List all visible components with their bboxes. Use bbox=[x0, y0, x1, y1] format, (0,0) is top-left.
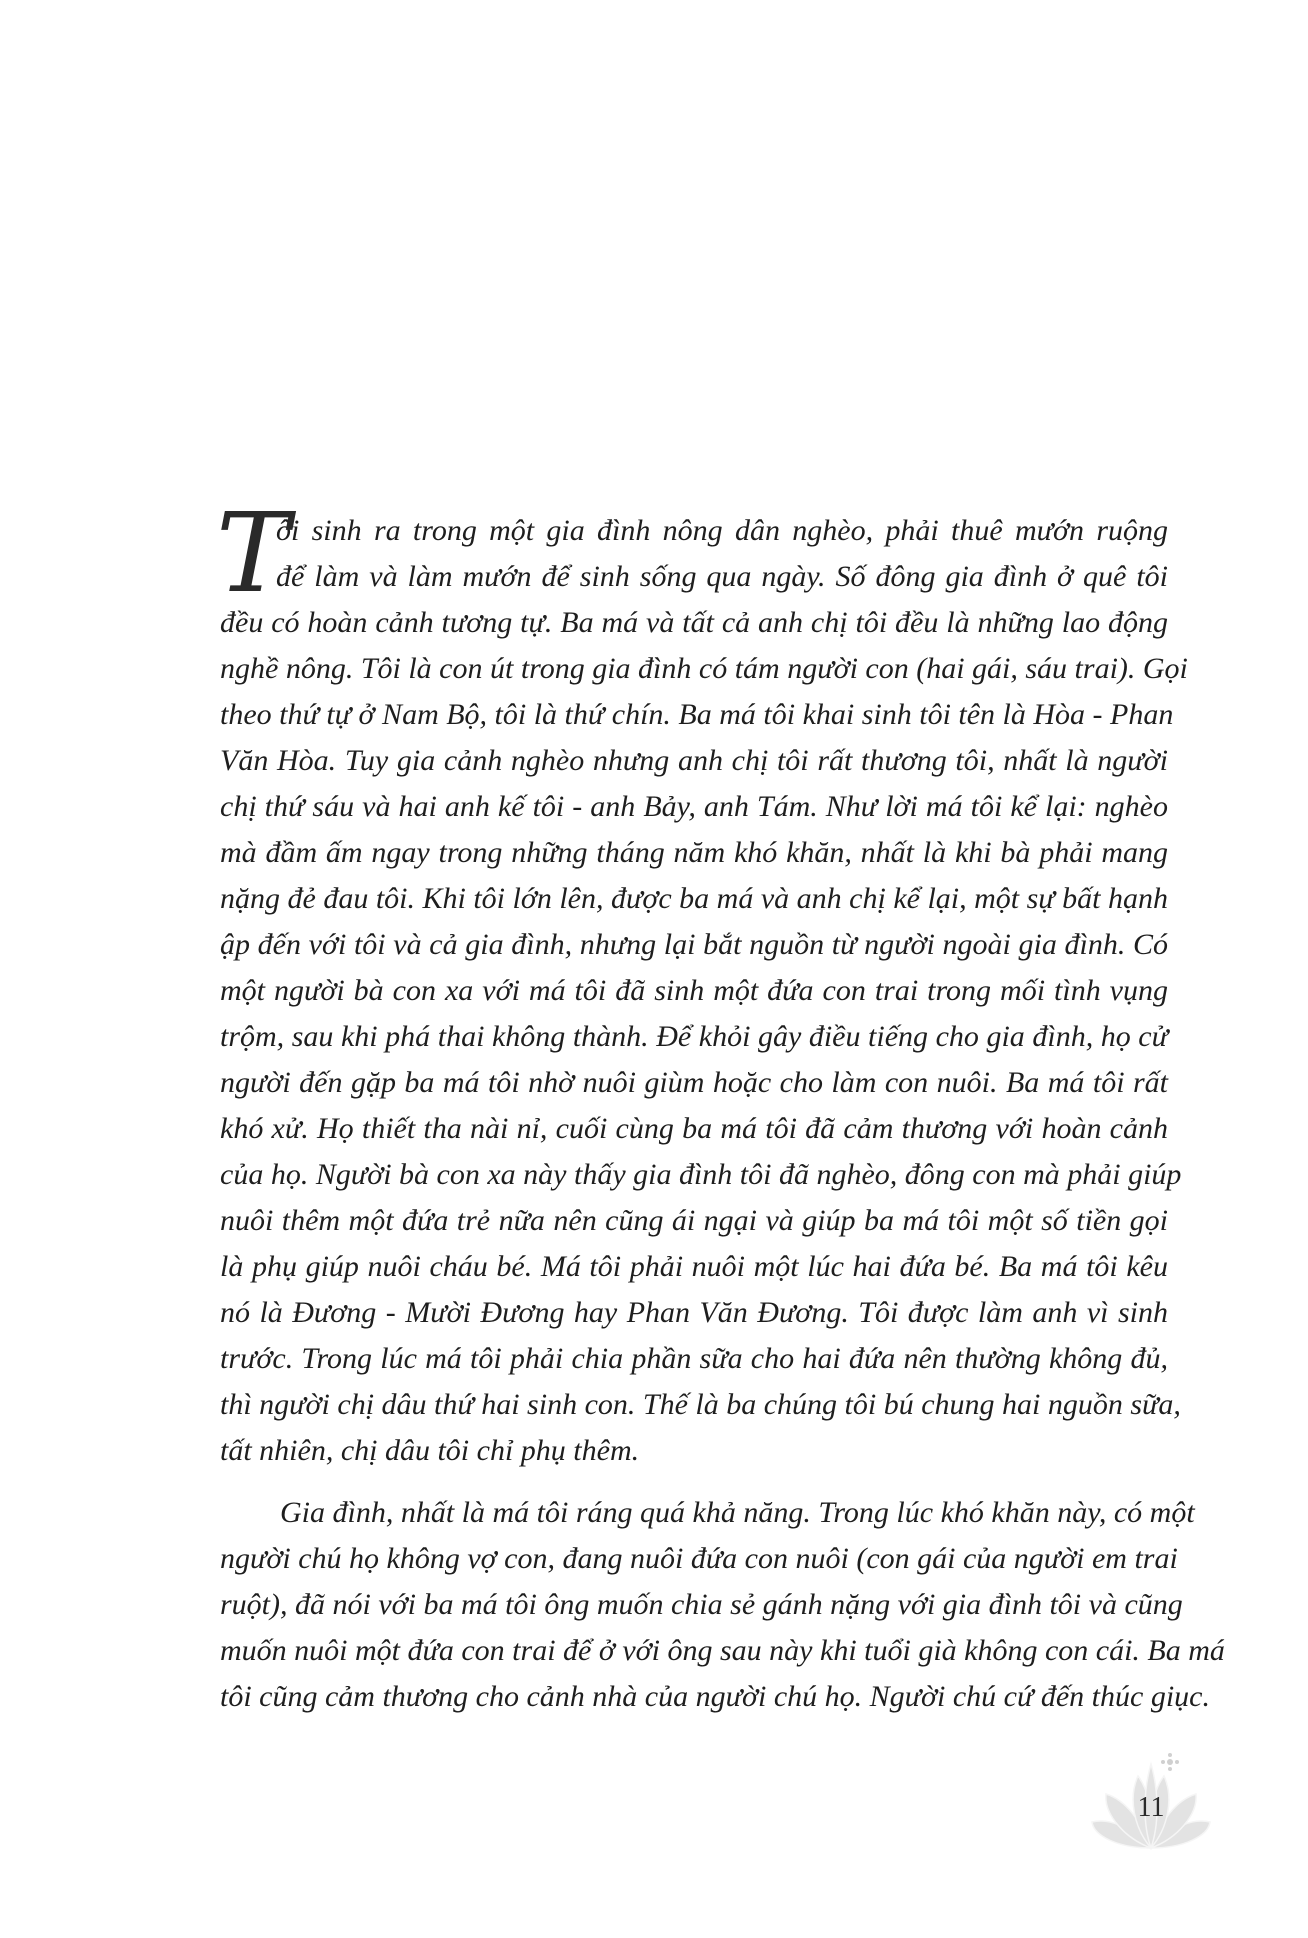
text-line: mà đầm ấm ngay trong những tháng năm khó khăn, nhất là khi bà phải mang bbox=[220, 836, 1168, 869]
paragraph-1 bbox=[220, 508, 1188, 1474]
body-text bbox=[216, 489, 1225, 1720]
text-line: khó xử. Họ thiết tha nài nỉ, cuối cùng ba má tôi đã cảm thương với hoàn cảnh bbox=[220, 1112, 1168, 1145]
text-line: đều có hoàn cảnh tương tự. Ba má và tất cả anh chị tôi đều là những lao động bbox=[220, 606, 1168, 639]
page-number: 11 bbox=[1137, 1792, 1165, 1823]
text-line: chị thứ sáu và hai anh kế tôi - anh Bảy, anh Tám. Như lời má tôi kể lại: nghèo bbox=[220, 790, 1168, 823]
text-line: muốn nuôi một đứa con trai để ở với ông sau này khi tuổi già không con cái. Ba má bbox=[220, 1634, 1225, 1667]
text-line: tôi cũng cảm thương cho cảnh nhà của người chú họ. Người chú cứ đến thúc giục. bbox=[220, 1680, 1210, 1713]
page-number-ornament bbox=[1088, 1752, 1214, 1860]
text-line: tất nhiên, chị dâu tôi chỉ phụ thêm. bbox=[220, 1434, 640, 1467]
text-line: ập đến với tôi và cả gia đình, nhưng lại bắt nguồn từ người ngoài gia đình. Có bbox=[220, 928, 1168, 961]
text-line: nặng đẻ đau tôi. Khi tôi lớn lên, được ba má và anh chị kể lại, một sự bất hạnh bbox=[220, 882, 1168, 915]
text-line: trước. Trong lúc má tôi phải chia phần sữa cho hai đứa nên thường không đủ, bbox=[220, 1342, 1168, 1375]
paragraph-2 bbox=[220, 1490, 1225, 1720]
text-line: để làm và làm mướn để sinh sống qua ngày. Số đông gia đình ở quê tôi bbox=[276, 560, 1168, 593]
drop-cap: T bbox=[216, 489, 290, 617]
text-line: nghề nông. Tôi là con út trong gia đình có tám người con (hai gái, sáu trai). Gọi bbox=[220, 652, 1188, 685]
text-line: một người bà con xa với má tôi đã sinh một đứa con trai trong mối tình vụng bbox=[220, 974, 1168, 1007]
text-line: ruột), đã nói với ba má tôi ông muốn chia sẻ gánh nặng với gia đình tôi và cũng bbox=[220, 1588, 1183, 1621]
text-line: Văn Hòa. Tuy gia cảnh nghèo nhưng anh chị tôi rất thương tôi, nhất là người bbox=[220, 744, 1168, 777]
text-line: thì người chị dâu thứ hai sinh con. Thế là ba chúng tôi bú chung hai nguồn sữa, bbox=[220, 1388, 1181, 1421]
text-line: người đến gặp ba má tôi nhờ nuôi giùm hoặc cho làm con nuôi. Ba má tôi rất bbox=[220, 1066, 1168, 1099]
text-line: của họ. Người bà con xa này thấy gia đình tôi đã nghèo, đông con mà phải giúp bbox=[220, 1158, 1182, 1191]
text-line: trộm, sau khi phá thai không thành. Để khỏi gây điều tiếng cho gia đình, họ cử bbox=[220, 1020, 1168, 1053]
text-line: Gia đình, nhất là má tôi ráng quá khả năng. Trong lúc khó khăn này, có một bbox=[280, 1496, 1195, 1529]
text-line: nó là Đương - Mười Đương hay Phan Văn Đương. Tôi được làm anh vì sinh bbox=[220, 1296, 1168, 1329]
text-line: là phụ giúp nuôi cháu bé. Má tôi phải nuôi một lúc hai đứa bé. Ba má tôi kêu bbox=[220, 1250, 1168, 1283]
text-line: theo thứ tự ở Nam Bộ, tôi là thứ chín. Ba má tôi khai sinh tôi tên là Hòa - Phan bbox=[220, 698, 1174, 731]
text-line: người chú họ không vợ con, đang nuôi đứa con nuôi (con gái của người em trai bbox=[220, 1542, 1178, 1575]
text-line: nuôi thêm một đứa trẻ nữa nên cũng ái ngại và giúp ba má tôi một số tiền gọi bbox=[220, 1204, 1168, 1237]
text-line: ôi sinh ra trong một gia đình nông dân nghèo, phải thuê mướn ruộng bbox=[276, 514, 1168, 547]
